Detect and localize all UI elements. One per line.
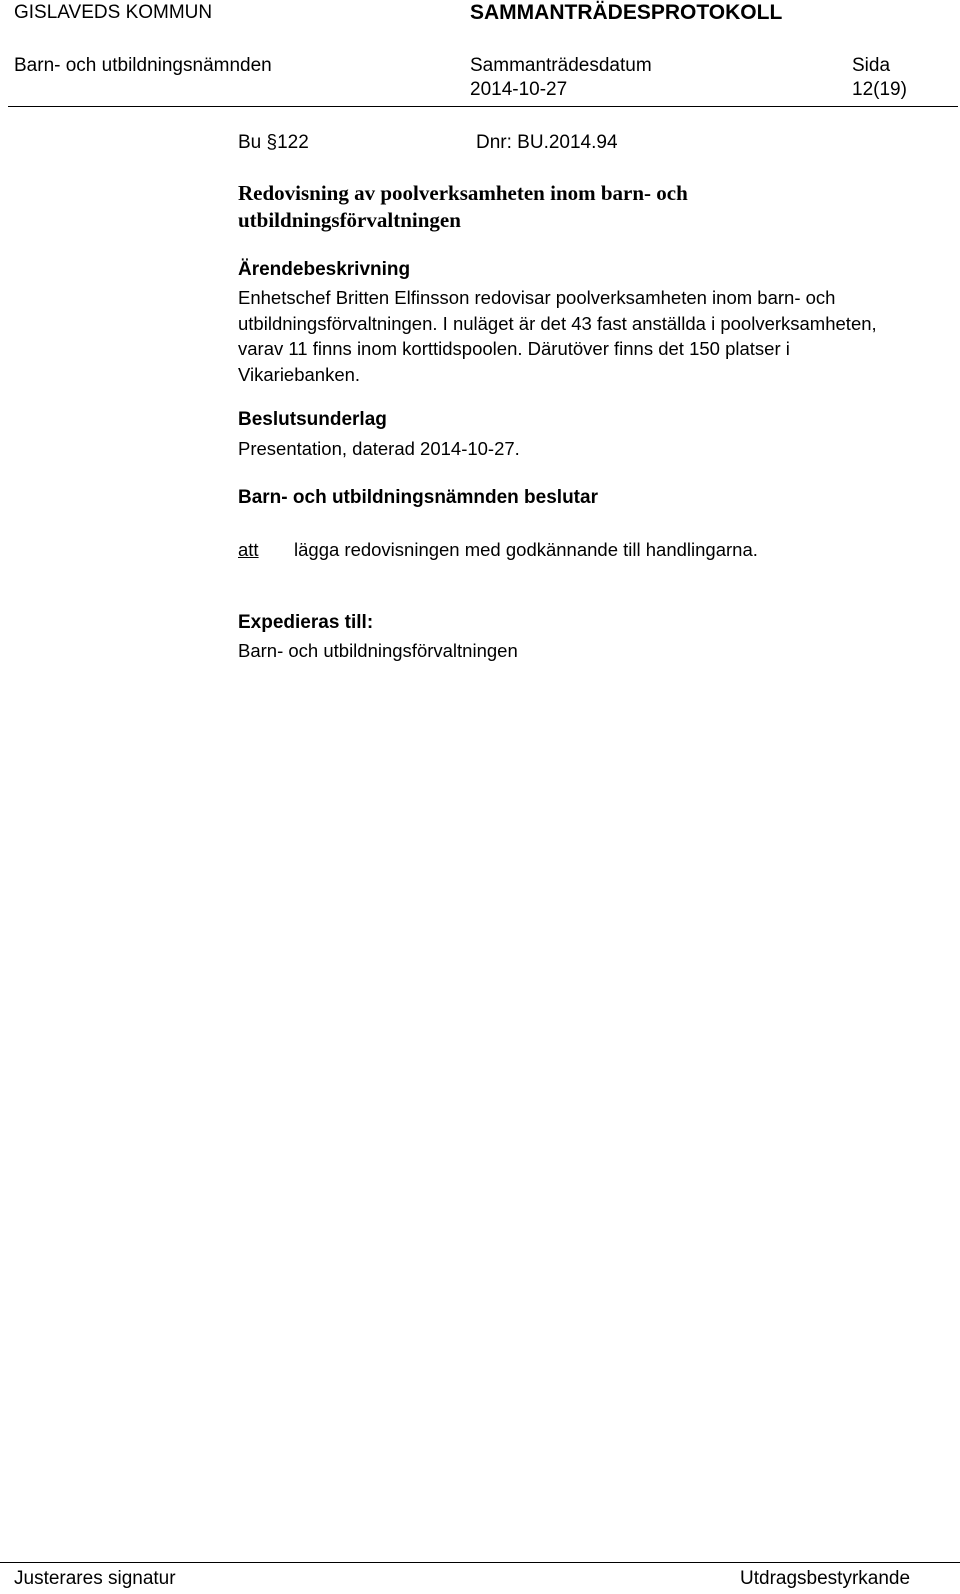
arendebeskrivning-line: Vikariebanken. — [238, 363, 361, 385]
justerares-signatur-label: Justerares signatur — [14, 1568, 176, 1589]
item-title-line-2: utbildningsförvaltningen — [238, 208, 461, 232]
beslutsunderlag-text: Presentation, daterad 2014-10-27. — [238, 438, 520, 459]
beslutsunderlag-heading: Beslutsunderlag — [238, 409, 387, 430]
header-divider — [8, 106, 958, 107]
footer-divider — [0, 1562, 960, 1563]
decision-heading: Barn- och utbildningsnämnden beslutar — [238, 487, 598, 508]
utdragsbestyrkande-label: Utdragsbestyrkande — [740, 1568, 911, 1589]
meeting-date: 2014-10-27 — [470, 79, 568, 100]
decision-att: att — [238, 539, 259, 560]
document-type: SAMMANTRÄDESPROTOKOLL — [470, 1, 783, 24]
expedieras-heading: Expedieras till: — [238, 612, 374, 633]
expedieras-recipient: Barn- och utbildningsförvaltningen — [238, 640, 518, 661]
date-label: Sammanträdesdatum — [470, 55, 652, 76]
arendebeskrivning-heading: Ärendebeskrivning — [238, 259, 411, 280]
municipality-name: GISLAVEDS KOMMUN — [14, 2, 213, 23]
arendebeskrivning-line: varav 11 finns inom korttidspoolen. Därutöver finns det 150 platser i — [238, 338, 790, 359]
paragraph-reference: Bu §122 — [238, 132, 309, 153]
decision-text: lägga redovisningen med godkännande till handlingarna. — [294, 539, 758, 560]
page-number: 12(19) — [852, 79, 907, 100]
arendebeskrivning-line: Enhetschef Britten Elfinsson redovisar poolverksamheten inom barn- och — [238, 287, 836, 308]
diary-number: Dnr: BU.2014.94 — [476, 132, 618, 153]
committee-name: Barn- och utbildningsnämnden — [14, 55, 272, 76]
arendebeskrivning-text — [238, 285, 918, 387]
arendebeskrivning-line: utbildningsförvaltningen. I nuläget är det 43 fast anställda i poolverksamheten, — [238, 312, 877, 334]
page-label: Sida — [852, 55, 891, 76]
item-title-line-1: Redovisning av poolverksamheten inom barn- och — [238, 181, 688, 205]
